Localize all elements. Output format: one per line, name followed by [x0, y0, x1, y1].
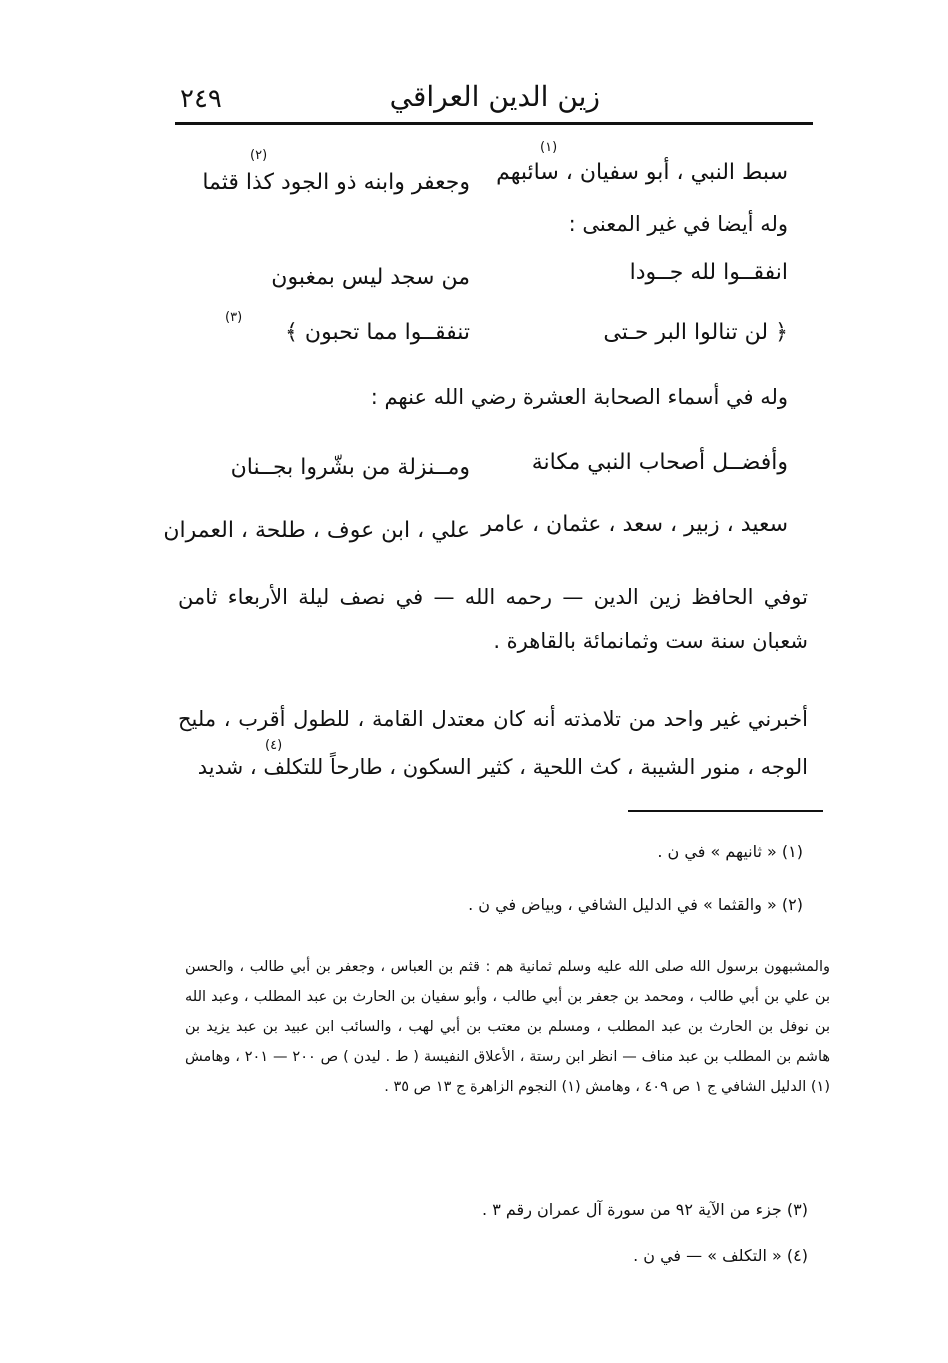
verse-intro-2: وله أيضا في غير المعنى :	[568, 212, 788, 236]
verse-intro-3: وله في أسماء الصحابة العشرة رضي الله عنهم :	[370, 385, 788, 409]
verse-5-right-hemistich: سعيد ، زبير ، سعد ، عثمان ، عامر	[481, 512, 788, 537]
verse-1-right-hemistich: سبط النبي ، أبو سفيان ، سائبهم	[496, 160, 788, 185]
footnote-ref-4: (٤)	[265, 738, 283, 753]
description-paragraph: أخبرني غير واحد من تلامذته أنه كان معتدل القامة ، للطول أقرب ، مليح الوجه ، منور الشيبة ، كث اللحية ، كثير السكون ، طارحاً للتكلف ، شديد	[178, 707, 808, 779]
verse-2-left-hemistich: من سجد ليس بمغبون	[271, 265, 470, 290]
footnote-3: (٣) جزء من الآية ٩٢ من سورة آل عمران رقم ٣ .	[482, 1200, 808, 1219]
footnote-2: (٢) « والقثما » في الدليل الشافي ، وبياض في ن .	[468, 895, 803, 914]
footnote-rule	[628, 810, 823, 812]
footnote-ref-1: (١)	[540, 140, 558, 155]
verse-3-left-hemistich: تنفقــوا مما تحبون ﴾	[285, 320, 470, 345]
header-rule	[175, 122, 813, 125]
verse-1-left-hemistich: وجعفر وابنه ذو الجود كذا قثما	[202, 170, 470, 195]
death-date-paragraph: توفي الحافظ زين الدين — رحمه الله — في نصف ليلة الأربعاء ثامن شعبان سنة ست وثمانمائة بالقاهرة .	[178, 585, 808, 653]
footnote-4: (٤) « التكلف » — في ن .	[633, 1246, 808, 1265]
footnote-1: (١) « ثانيهم » في ن .	[657, 842, 803, 861]
verse-3-right-hemistich: ﴿ لن تنالوا البر حـتى	[603, 320, 788, 345]
verse-2-right-hemistich: انفقــوا لله جــودا	[629, 260, 788, 285]
verse-5-left-hemistich: علي ، ابن عوف ، طلحة ، العمران	[163, 518, 470, 543]
page-number: ٢٤٩	[180, 84, 222, 114]
footnote-ref-2: (٢)	[250, 148, 268, 163]
footnote-ref-3: (٣)	[225, 310, 243, 325]
running-header-title: زين الدين العراقي	[389, 80, 600, 113]
verse-4-right-hemistich: وأفضــل أصحاب النبي مكانة	[531, 450, 788, 475]
footnote-2-note: والمشبهون برسول الله صلى الله عليه وسلم ثمانية هم : قثم بن العباس ، وجعفر بن أبي طالب ، والحسن بن علي بن أبي طالب ، ومحمد بن جعفر بن أبي طالب ، وأبو سفيان بن الحارث بن عبد المطلب ، وعبد الله بن نوفل بن الحارث بن عبد المطلب ، ومسلم بن معتب بن أبي لهب ، والسائب ابن عبيد بن عبد يزيد بن هاشم بن المطلب بن عبد مناف — انظر ابن رستة ، الأعلاق النفيسة ( ط . ليدن ) ص ٢٠٠ — ٢٠١ ، وهامش (١) الدليل الشافي ج ١ ص ٤٠٩ ، وهامش (١) النجوم الزاهرة ج ١٣ ص ٣٥ .	[185, 959, 831, 1095]
verse-4-left-hemistich: ومــنزلة من بشّروا بجــنان	[230, 455, 470, 480]
